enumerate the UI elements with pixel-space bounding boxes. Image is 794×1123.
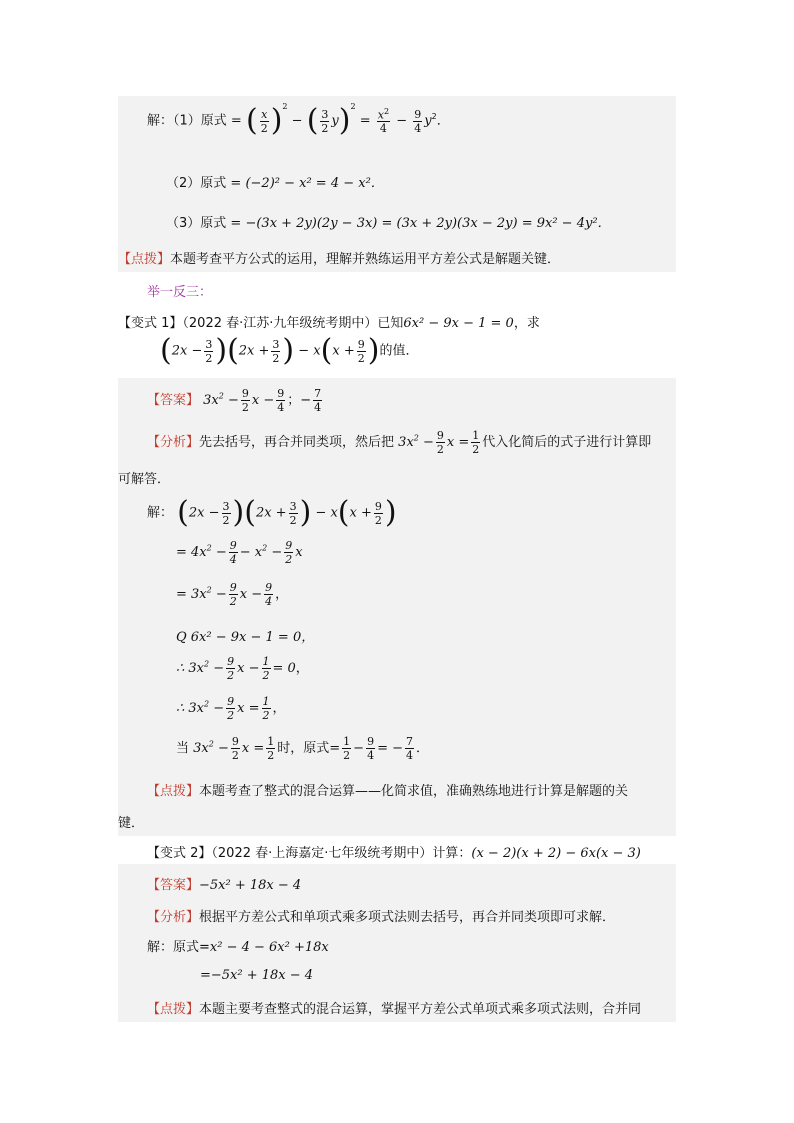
answer-tag: 【答案】 [147,878,200,893]
variant2-tip [147,998,641,1017]
final-mid: 时，原式 [277,741,330,756]
step-1: = $4x^2$ − $\frac{9}{4}$ − $x^2$ − $\frac{9}{2}$ x [176,539,303,566]
variant2-answer [147,874,301,893]
value-suffix: 的值． [379,343,419,359]
variant1-analysis-cont: 可解答． [118,472,171,487]
variant1-given: 6x² − 9x − 1 = 0 [403,316,514,331]
variant1-tip [147,780,628,799]
variant2-expr: (x − 2)(x + 2) − 6x(x − 3) [471,846,641,861]
solution-prefix: 解： [147,505,174,521]
variant1-tag: 【变式 1】 [118,316,183,331]
solution-prefix: 解：（1）原式 [147,113,227,129]
variant1-solution-start: 解： (2x − $\frac{3}{2}$ )(2x + $\frac{3}{2}$ ) − x(x + $\frac{9}{2}$ ) [147,495,397,530]
variant2-header [147,842,641,861]
variant1-question-expr: (2x − $\frac{3}{2}$ )(2x + $\frac{3}{2}$ ) − x(x + $\frac{9}{2}$ )的值． [160,333,419,368]
analysis-tag: 【分析】 [147,910,200,925]
tip-tag: 【点拨】 [147,784,200,799]
sol-line1: x² − 4 − 6x² +18x [209,940,329,955]
answer-value: −5x² + 18x − 4 [199,878,302,893]
tip-text: 本题主要考查整式的混合运算，掌握平方差公式单项式乘多项式法则，合并同 [199,1002,642,1017]
section-title: 举一反三： [147,285,213,300]
solution-part-2: （2）原式 = (−2)² − x² = 4 − x²． [166,176,384,191]
analysis-tag: 【分析】 [147,435,200,450]
step-3: ∴ $3x^2$ − $\frac{9}{2}$ x − $\frac{1}{2}$ = 0， [176,655,309,682]
variant2-analysis [147,906,615,925]
variant1-source: （2022 春·江苏·九年级统考期中）已知 [182,316,404,331]
step-4: ∴ $3x^2$ − $\frac{9}{2}$ x = $\frac{1}{2}$ ， [176,695,286,722]
variant2-tag: 【变式 2】 [147,846,212,861]
variant1-analysis: 【分析】先去括号，再合并同类项，然后把 $3x^2$ − $\frac{9}{2}$ x = $\frac{1}{2}$ 代入化简后的式子进行计算即 [147,429,652,456]
part2-label: （2）原式 [166,176,227,191]
tip-tag: 【点拨】 [147,1002,200,1017]
variant1-header [118,312,540,331]
tip-text: 本题考查平方公式的运用，理解并熟练运用平方差公式是解题关键． [170,252,561,267]
sol-label: 解：原式= [147,940,210,955]
solution-part-1: 解：（1）原式 = ( $\frac{x}{2}$ )$^2$ − ( $\frac{3}{2}$ y)$^2$ = $\frac{x^2}{4}$ − $\frac{9}{4}$ $y^2$． [147,102,450,138]
part2-expression: (−2)² − x² = 4 − x²． [245,176,384,191]
part3-expression: −(3x + 2y)(2y − 3x) = (3x + 2y)(3x − 2y) = 9x² − 4y²． [245,216,611,231]
step-2: = $3x^2$ − $\frac{9}{2}$ x − $\frac{9}{4}$ ， [176,581,289,608]
analysis-text: 根据平方差公式和单项式乘多项式法则去括号，再合并同类项即可求解． [199,910,616,925]
variant1-tip-cont: 键． [118,816,145,831]
analysis-a: 先去括号，再合并同类项，然后把 [199,435,395,450]
step-because: Q 6x² − 9x − 1 = 0， [176,630,315,645]
step-final: 当 $3x^2$ − $\frac{9}{2}$ x = $\frac{1}{2}$ 时，原式= $\frac{1}{2}$ − $\frac{9}{4}$ = − $\frac{7}{4}$ ． [176,735,430,762]
part3-label: （3）原式 [166,216,227,231]
tip-top [118,248,560,267]
variant2-text: （2022 春·上海嘉定·七年级统考期中）计算： [211,846,472,861]
variant2-solution-1 [147,936,329,955]
solution-part-3: （3）原式 = −(3x + 2y)(2y − 3x) = (3x + 2y)(3x − 2y) = 9x² − 4y²． [166,216,611,231]
analysis-b: 代入化简后的式子进行计算即 [482,435,652,450]
variant2-solution-2: =−5x² + 18x − 4 [200,968,314,983]
variant1-ask: ，求 [513,316,540,331]
tip-tag: 【点拨】 [118,252,171,267]
final-prefix: 当 [176,741,190,756]
variant1-answer: 【答案】 $3x^2$ − $\frac{9}{2}$ x − $\frac{9}{4}$ ；− $\frac{7}{4}$ [147,387,322,414]
answer-tag: 【答案】 [147,393,200,408]
tip-text-a: 本题考查了整式的混合运算——化简求值，准确熟练地进行计算是解题的关 [199,784,629,799]
